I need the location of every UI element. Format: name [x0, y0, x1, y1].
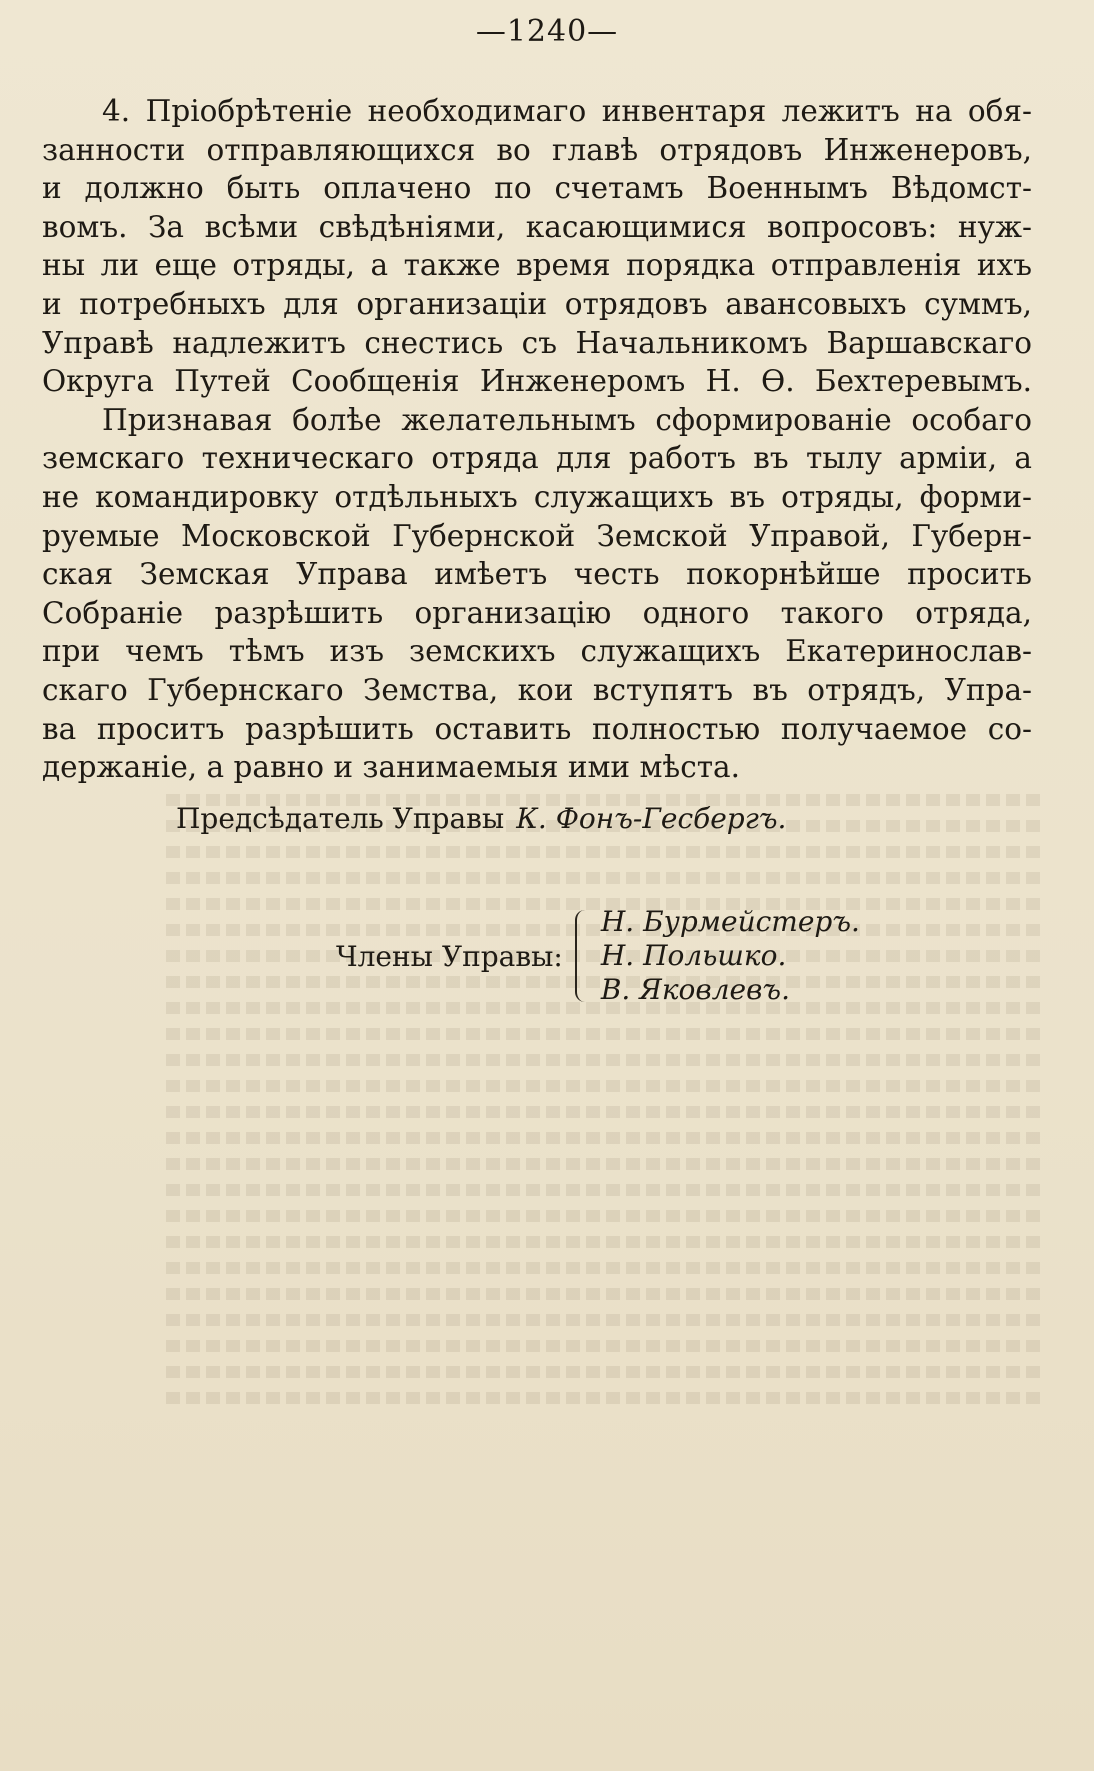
board-members [336, 905, 860, 1007]
page-number: —1240— [475, 14, 619, 49]
body-text [42, 92, 1032, 787]
members-list [601, 905, 860, 1007]
text-line: ва проситъ разрѣшить оставить полностью получаемое со- [42, 711, 1032, 746]
text-line: Округа Путей Сообщенія Инженеромъ Н. Ѳ. Бехтеревымъ. [42, 364, 1032, 399]
brace-icon [575, 910, 587, 1002]
text-line: ны ли еще отряды, а также время порядка отправленія ихъ [42, 248, 1032, 283]
text-line: Управѣ надлежитъ снестись съ Начальникомъ Варшавскаго [42, 325, 1032, 360]
text-line: Признавая болѣе желательнымъ сформированіе особаго [102, 402, 1032, 437]
text-line: земскаго техническаго отряда для работъ въ тылу арміи, а [42, 441, 1032, 476]
text-line: и должно быть оплачено по счетамъ Военнымъ Вѣдомст- [42, 171, 1032, 206]
text-line: и потребныхъ для организаціи отрядовъ авансовыхъ суммъ, [42, 286, 1032, 321]
text-line: руемые Московской Губернской Земской Управой, Губерн- [42, 518, 1032, 553]
text-line: Собраніе разрѣшить организацію одного такого отряда, [42, 595, 1032, 630]
member-name: Н. Польшко. [600, 939, 787, 972]
chairman-title: Предсѣдатель Управы [176, 802, 505, 835]
member-name: В. Яковлевъ. [600, 973, 790, 1006]
text-line: 4. Пріобрѣтеніе необходимаго инвентаря лежитъ на обя- [102, 94, 1032, 128]
chairman-signature [176, 802, 786, 835]
text-line: вомъ. За всѣми свѣдѣніями, касающимися вопросовъ: нуж- [42, 209, 1032, 244]
text-line: держаніе, а равно и занимаемыя ими мѣста. [42, 750, 741, 785]
text-line: занности отправляющихся во главѣ отрядовъ Инженеровъ, [42, 132, 1032, 167]
members-label: Члены Управы: [336, 939, 563, 973]
text-line: при чемъ тѣмъ изъ земскихъ служащихъ Екатеринослав- [42, 634, 1032, 669]
chairman-name: К. Фонъ-Гесбергъ. [516, 802, 787, 835]
text-line: не командировку отдѣльныхъ служащихъ въ отряды, форми- [42, 479, 1032, 514]
member-name: Н. Бурмейстеръ. [600, 905, 860, 938]
text-line: ская Земская Управа имѣетъ честь покорнѣйше просить [42, 557, 1032, 592]
text-line: скаго Губернскаго Земства, кои вступятъ въ отрядъ, Упра- [42, 672, 1032, 707]
paragraph-1 [42, 92, 1032, 401]
paragraph-2 [42, 401, 1032, 787]
